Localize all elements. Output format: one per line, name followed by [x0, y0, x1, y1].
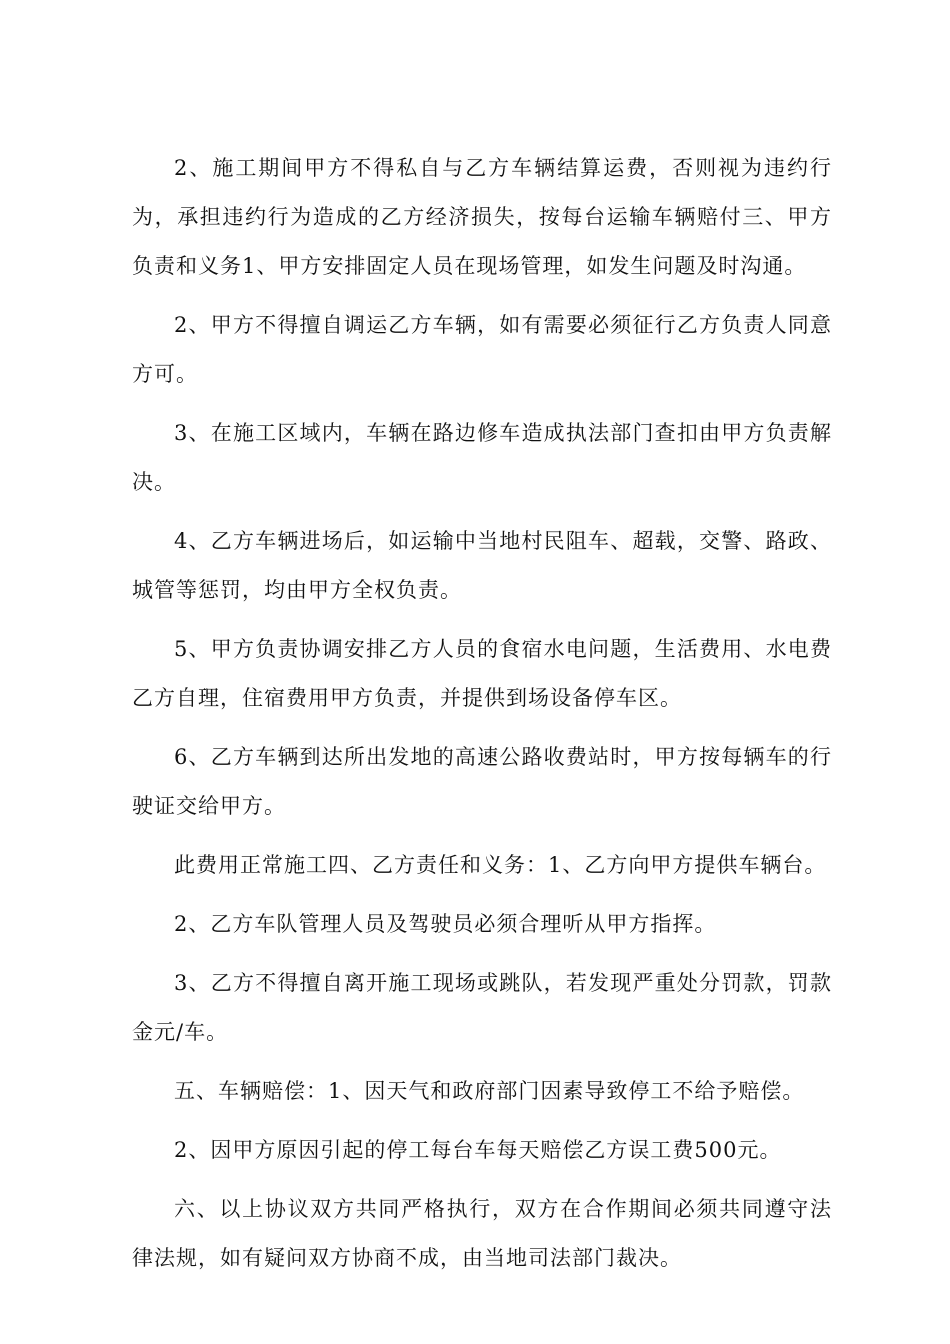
paragraph-8: 2、乙方车队管理人员及驾驶员必须合理听从甲方指挥。: [174, 912, 717, 936]
paragraph-9: 3、乙方不得擅自离开施工现场或跳队，若发现严重处分罚款，罚款金元/车。: [132, 971, 832, 1044]
paragraph-1: 2、施工期间甲方不得私自与乙方车辆结算运费，否则视为违约行为，承担违约行为造成的乙方经济损失，按每台运输车辆赔付三、甲方负责和义务1、甲方安排固定人员在现场管理，如发生问题及时沟通。: [132, 156, 832, 278]
paragraph-3: 3、在施工区域内，车辆在路边修车造成执法部门查扣由甲方负责解决。: [132, 421, 832, 494]
paragraph-11: 2、因甲方原因引起的停工每台车每天赔偿乙方误工费500元。: [174, 1138, 782, 1162]
paragraph-2: 2、甲方不得擅自调运乙方车辆，如有需要必须征行乙方负责人同意方可。: [132, 313, 832, 386]
paragraph-5: 5、甲方负责协调安排乙方人员的食宿水电问题，生活费用、水电费乙方自理，住宿费用甲方负责，并提供到场设备停车区。: [132, 637, 832, 710]
paragraph-12: 六、以上协议双方共同严格执行，双方在合作期间必须共同遵守法律法规，如有疑问双方协商不成，由当地司法部门裁决。: [132, 1197, 832, 1270]
paragraph-7: 此费用正常施工四、乙方责任和义务：1、乙方向甲方提供车辆台。: [174, 853, 827, 877]
paragraph-4: 4、乙方车辆进场后，如运输中当地村民阻车、超载，交警、路政、城管等惩罚，均由甲方全权负责。: [132, 529, 832, 602]
paragraph-6: 6、乙方车辆到达所出发地的高速公路收费站时，甲方按每辆车的行驶证交给甲方。: [132, 745, 832, 818]
document-body: [132, 144, 832, 1283]
paragraph-10: 五、车辆赔偿：1、因天气和政府部门因素导致停工不给予赔偿。: [174, 1079, 805, 1103]
